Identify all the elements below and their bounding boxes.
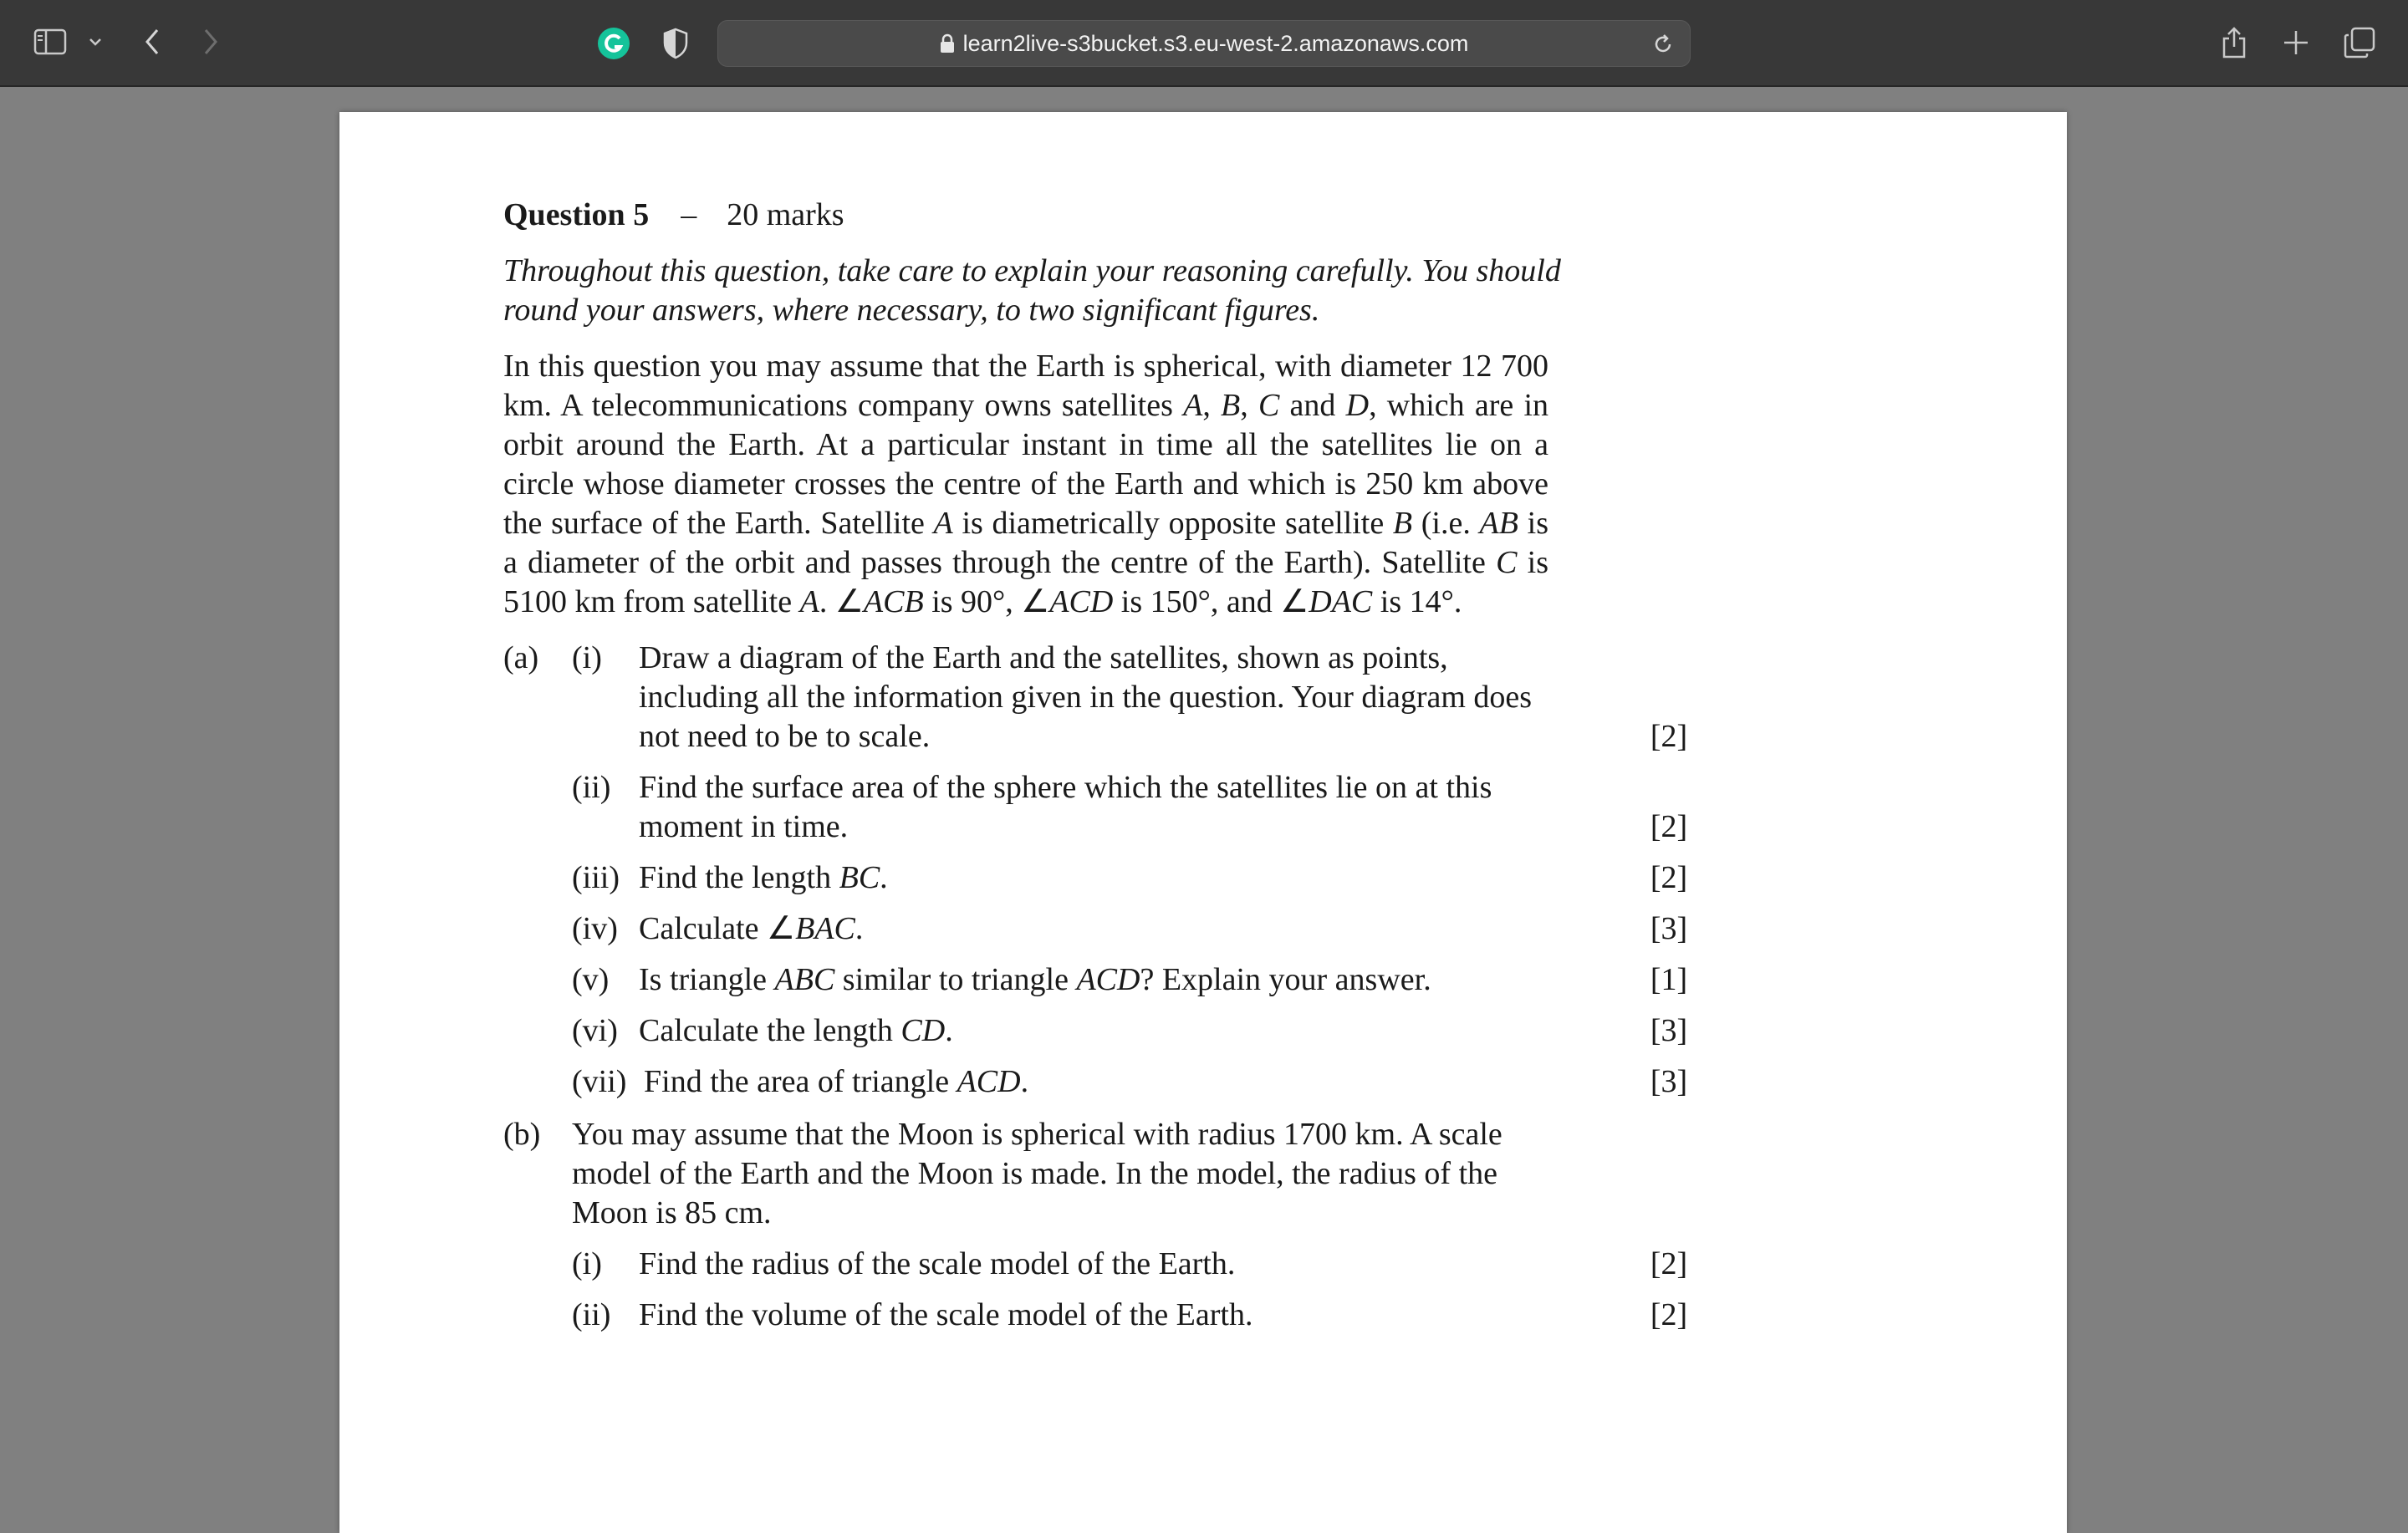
part-b-item-ii xyxy=(503,1296,1688,1335)
sidebar-icon[interactable] xyxy=(32,27,69,57)
part-a-item-iii xyxy=(503,858,1688,898)
item-label: (iv) xyxy=(572,911,618,946)
item-marks: [3] xyxy=(1650,911,1688,946)
item-text: Is triangle ABC similar to triangle ACD? Explain your answer. xyxy=(639,962,1431,997)
part-a-item-iv xyxy=(503,909,1688,949)
chevron-down-icon[interactable] xyxy=(84,28,107,55)
item-label: (i) xyxy=(572,1246,602,1281)
lock-icon xyxy=(940,33,955,53)
item-text: Find the area of triangle ACD. xyxy=(644,1064,1029,1099)
heading-dash: – xyxy=(681,197,697,232)
forward-arrow-icon[interactable] xyxy=(192,23,229,60)
item-label: (ii) xyxy=(572,770,611,805)
question-title: Question 5 xyxy=(503,197,650,232)
part-b-intro-text: You may assume that the Moon is spherical with radius 1700 km. A scale model of the Earth and the Moon is made. In the model, the radius of the Moon is 85 cm. xyxy=(572,1117,1502,1230)
item-marks: [1] xyxy=(1650,962,1688,997)
address-bar[interactable] xyxy=(717,20,1691,67)
item-marks: [2] xyxy=(1650,719,1688,754)
item-text: Draw a diagram of the Earth and the satellites, shown as points, including all the information given in the question. Your diagram does not need to be to scale. xyxy=(639,640,1533,754)
part-b-label: (b) xyxy=(503,1117,541,1152)
part-a-item-vi xyxy=(503,1011,1688,1051)
item-text: Calculate the length CD. xyxy=(639,1013,953,1048)
item-text: Find the surface area of the sphere which the satellites lie on at this moment in time. xyxy=(639,770,1492,844)
part-b-intro xyxy=(503,1115,1533,1233)
item-marks: [3] xyxy=(1650,1013,1688,1048)
item-label: (ii) xyxy=(572,1297,611,1332)
part-a-item-vii xyxy=(503,1062,1688,1102)
item-text: Find the radius of the scale model of the Earth. xyxy=(639,1246,1236,1281)
url-text: learn2live-s3bucket.s3.eu-west-2.amazonaws.com xyxy=(962,30,1469,56)
item-text: Find the volume of the scale model of the Earth. xyxy=(639,1297,1253,1332)
item-text: Find the length BC. xyxy=(639,860,888,895)
item-label: (iii) xyxy=(572,860,620,895)
part-b xyxy=(503,1115,1858,1335)
item-marks: [2] xyxy=(1650,1297,1688,1332)
item-marks: [2] xyxy=(1650,860,1688,895)
item-marks: [3] xyxy=(1650,1064,1688,1099)
part-a-item-ii xyxy=(503,768,1688,847)
question-heading xyxy=(503,196,1858,235)
part-a-label: (a) xyxy=(503,640,539,675)
instructions: Throughout this question, take care to explain your reasoning carefully. You should round your answers, where necessary, to two significant figures. xyxy=(503,253,1561,328)
grammarly-icon[interactable] xyxy=(597,27,630,60)
item-label: (vii) xyxy=(572,1064,627,1099)
item-label: (i) xyxy=(572,640,602,675)
intro-paragraph: In this question you may assume that the Earth is spherical, with diameter 12 700 km. A telecommunications company owns satellites A, B, C and D, which are in orbit around the Earth. At a particular instant in time all the satellites lie on a circle whose diameter crosses the centre of the Earth and which is 250 km above the surface of the Earth. Satellite A is diametrically opposite satellite B (i.e. AB is a diameter of the orbit and passes through the centre of the Earth). Satellite C is 5100 km from satellite A. ∠ACB is 90°, ∠ACD is 150°, and ∠DAC is 14°. xyxy=(503,349,1549,619)
item-marks: [2] xyxy=(1650,809,1688,844)
share-icon[interactable] xyxy=(2216,23,2252,62)
item-label: (vi) xyxy=(572,1013,618,1048)
reload-icon[interactable] xyxy=(1648,29,1678,59)
question-content xyxy=(503,196,1858,1347)
document-page xyxy=(339,112,2067,1533)
shield-icon[interactable] xyxy=(661,27,691,60)
part-b-item-i xyxy=(503,1245,1688,1284)
part-a-item-v xyxy=(503,960,1688,1000)
back-arrow-icon[interactable] xyxy=(134,23,171,60)
tabs-icon[interactable] xyxy=(2339,23,2380,62)
question-marks: 20 marks xyxy=(727,197,844,232)
part-a-item-i xyxy=(503,639,1688,756)
item-text: Calculate ∠BAC. xyxy=(639,911,864,946)
item-label: (v) xyxy=(572,962,610,997)
part-a xyxy=(503,639,1858,1102)
plus-icon[interactable] xyxy=(2278,23,2314,62)
browser-toolbar xyxy=(0,0,2408,87)
item-marks: [2] xyxy=(1650,1246,1688,1281)
